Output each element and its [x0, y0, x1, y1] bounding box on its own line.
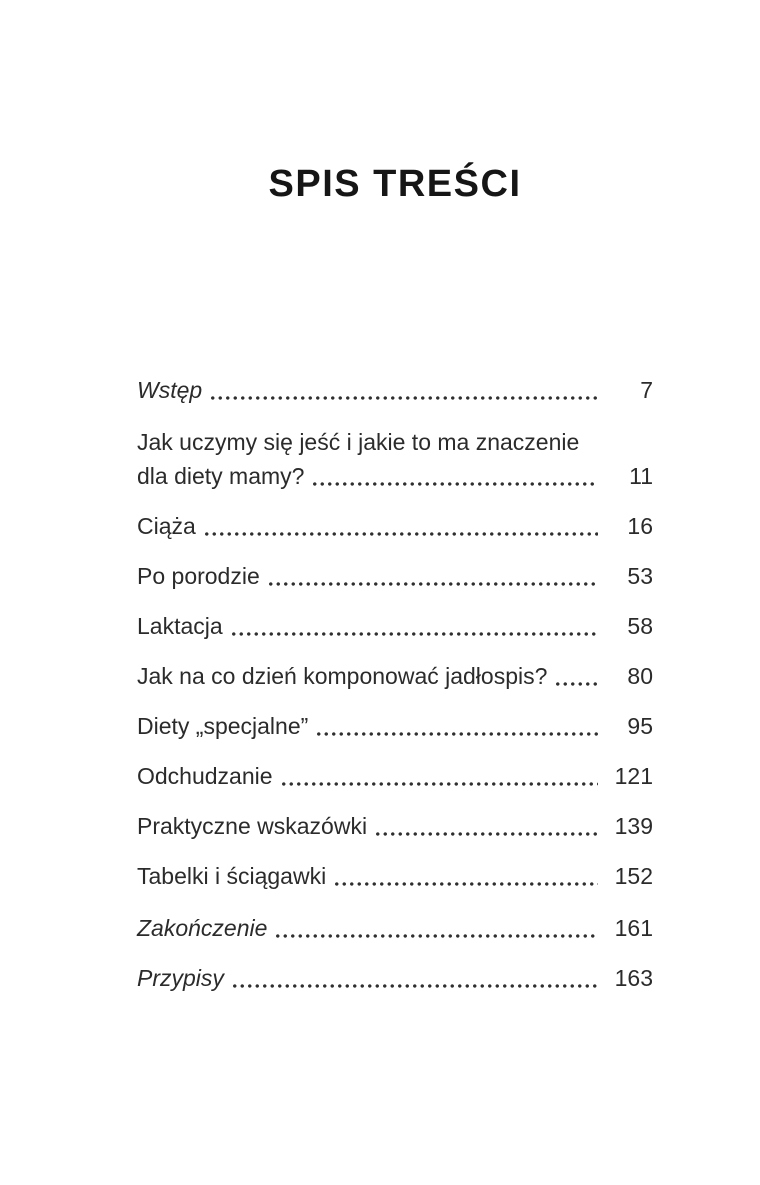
dot-leader	[231, 984, 598, 988]
toc-entry-row	[137, 373, 653, 407]
toc-entry-page-number: 152	[614, 862, 653, 889]
toc-entry-label: Diety „specjalne”	[137, 712, 309, 739]
toc-entry-page-number: 163	[614, 964, 653, 991]
toc-entry	[137, 709, 653, 743]
toc-entry	[137, 659, 653, 693]
toc-entry-page-number: 121	[614, 762, 653, 789]
toc-entry-row	[137, 809, 653, 843]
toc-entry	[137, 859, 653, 893]
toc-entry	[137, 559, 653, 593]
toc-entry-row	[137, 859, 653, 893]
toc-entry-label: Praktyczne wskazówki	[137, 812, 368, 839]
dot-leader	[230, 632, 598, 636]
toc-entry-label: Przypisy	[137, 964, 224, 991]
toc-entry-row	[137, 659, 653, 693]
toc-entry-page-number: 16	[627, 512, 653, 539]
toc-entry-label: Laktacja	[137, 612, 223, 639]
toc-entry-label: dla diety mamy?	[137, 462, 305, 489]
toc-entry	[137, 911, 653, 945]
toc-entry-label: Zakończenie	[137, 914, 268, 941]
dot-leader	[274, 934, 598, 938]
dot-leader	[554, 682, 598, 686]
toc-entry	[137, 961, 653, 995]
toc-entry-row	[137, 459, 653, 493]
toc-entry-page-number: 11	[629, 462, 653, 489]
toc-entry-label-line: Jak uczymy się jeść i jakie to ma znaczenie	[137, 428, 580, 455]
toc-entry-label: Tabelki i ściągawki	[137, 862, 327, 889]
toc-entry-row	[137, 509, 653, 543]
toc-entry	[137, 425, 653, 493]
dot-leader	[315, 732, 598, 736]
dot-leader	[333, 882, 598, 886]
toc-entry-page-number: 95	[627, 712, 653, 739]
toc-entry	[137, 373, 653, 407]
toc-entry-page-number: 58	[627, 612, 653, 639]
toc-content-column	[137, 0, 653, 995]
dot-leader	[267, 582, 598, 586]
dot-leader	[209, 396, 598, 400]
toc-entry	[137, 609, 653, 643]
toc-entry-row	[137, 609, 653, 643]
dot-leader	[374, 832, 598, 836]
toc-entry-page-number: 80	[627, 662, 653, 689]
toc-entry-page-number: 139	[614, 812, 653, 839]
toc-entry-row	[137, 911, 653, 945]
page-title: SPIS TREŚCI	[268, 163, 522, 205]
toc-entry-row	[137, 559, 653, 593]
toc-entry	[137, 759, 653, 793]
toc-entry	[137, 509, 653, 543]
toc-entry-label: Wstęp	[137, 376, 203, 403]
toc-entry-wrapped-lines	[137, 425, 653, 459]
toc-entry-label: Jak na co dzień komponować jadłospis?	[137, 662, 548, 689]
toc-entry-label: Odchudzanie	[137, 762, 273, 789]
toc-entry-row	[137, 759, 653, 793]
dot-leader	[311, 482, 598, 486]
toc-entry-page-number: 7	[640, 376, 653, 403]
toc-entry-label: Ciąża	[137, 512, 196, 539]
dot-leader	[203, 532, 598, 536]
toc-entry-row	[137, 961, 653, 995]
toc-entry-row	[137, 709, 653, 743]
toc-entry-page-number: 161	[614, 914, 653, 941]
dot-leader	[280, 782, 598, 786]
toc-list	[137, 373, 653, 995]
toc-entry	[137, 809, 653, 843]
toc-entry-label: Po porodzie	[137, 562, 260, 589]
toc-entry-page-number: 53	[627, 562, 653, 589]
